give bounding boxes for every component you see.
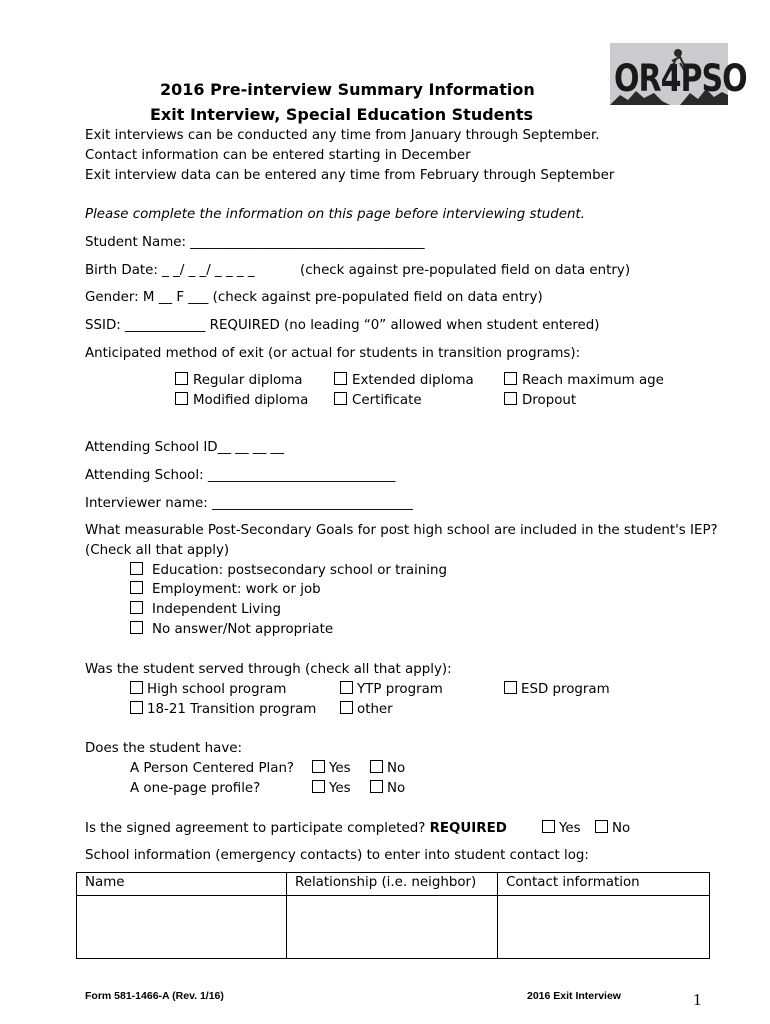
attending-school-id-field[interactable]: Attending School ID__ __ __ __ bbox=[85, 440, 284, 455]
attending-school-field[interactable]: Attending School: ____________________________ bbox=[85, 468, 396, 483]
table-header-cell: Contact information bbox=[498, 873, 710, 896]
interviewer-name-field[interactable]: Interviewer name: ______________________________ bbox=[85, 496, 413, 511]
intro-line: Exit interview data can be entered any time from February through September bbox=[85, 168, 615, 183]
logo-text: OR4PSO bbox=[614, 57, 747, 101]
checkbox[interactable] bbox=[370, 780, 383, 793]
birth-date-field[interactable]: Birth Date: _ _/ _ _/ _ _ _ _ bbox=[85, 263, 255, 278]
served-option[interactable] bbox=[504, 681, 610, 699]
yes-label: Yes bbox=[329, 781, 351, 796]
agreement-question bbox=[85, 820, 507, 838]
ssid-field[interactable] bbox=[85, 317, 600, 335]
table-row bbox=[77, 896, 710, 959]
exit-option-label: Dropout bbox=[522, 393, 577, 408]
exit-option[interactable] bbox=[175, 392, 308, 410]
exit-option-label: Extended diploma bbox=[352, 373, 474, 388]
page-title: 2016 Pre-interview Summary Information bbox=[160, 80, 535, 99]
ssid-label: SSID: ____________ bbox=[85, 318, 210, 333]
ssid-required: REQUIRED bbox=[209, 318, 280, 333]
exit-option-label: Certificate bbox=[352, 393, 422, 408]
checkbox[interactable] bbox=[340, 681, 353, 694]
table-header-cell: Name bbox=[77, 873, 287, 896]
no-label: No bbox=[612, 821, 631, 836]
table-header-row bbox=[77, 873, 710, 896]
exit-option-label: Regular diploma bbox=[193, 373, 303, 388]
checkbox[interactable] bbox=[130, 621, 143, 634]
checkbox[interactable] bbox=[504, 392, 517, 405]
goals-subtext: (Check all that apply) bbox=[85, 543, 230, 558]
no-label: No bbox=[387, 781, 406, 796]
contact-cell[interactable] bbox=[498, 896, 710, 959]
exit-option-label: Modified diploma bbox=[193, 393, 309, 408]
served-option[interactable] bbox=[340, 701, 393, 719]
exit-option[interactable] bbox=[334, 392, 422, 410]
exit-option[interactable] bbox=[504, 372, 664, 390]
table-header-cell: Relationship (i.e. neighbor) bbox=[287, 873, 498, 896]
goal-option-label: Education: postsecondary school or training bbox=[152, 563, 448, 578]
checkbox[interactable] bbox=[334, 372, 347, 385]
goal-option[interactable] bbox=[130, 562, 447, 580]
checkbox[interactable] bbox=[312, 780, 325, 793]
have-question: Does the student have: bbox=[85, 741, 243, 756]
school-info-label: School information (emergency contacts) to enter into student contact log: bbox=[85, 848, 589, 863]
served-option[interactable] bbox=[340, 681, 443, 699]
goal-option-label: Employment: work or job bbox=[152, 582, 321, 597]
checkbox[interactable] bbox=[334, 392, 347, 405]
served-option-label: High school program bbox=[147, 682, 287, 697]
have-no-option[interactable] bbox=[370, 760, 405, 778]
no-label: No bbox=[387, 761, 406, 776]
checkbox[interactable] bbox=[130, 601, 143, 614]
goal-option-label: Independent Living bbox=[152, 602, 281, 617]
have-no-option[interactable] bbox=[370, 780, 405, 798]
footer-title: 2016 Exit Interview bbox=[527, 990, 621, 1002]
contacts-table bbox=[76, 872, 710, 959]
served-option-label: YTP program bbox=[357, 682, 443, 697]
checkbox[interactable] bbox=[595, 820, 608, 833]
checkbox[interactable] bbox=[130, 681, 143, 694]
served-option-label: 18-21 Transition program bbox=[147, 702, 317, 717]
checkbox[interactable] bbox=[312, 760, 325, 773]
have-yes-option[interactable] bbox=[312, 760, 351, 778]
agreement-no-option[interactable] bbox=[595, 820, 630, 838]
checkbox[interactable] bbox=[175, 392, 188, 405]
student-name-field[interactable]: Student Name: ___________________________________ bbox=[85, 235, 425, 250]
served-question: Was the student served through (check all that apply): bbox=[85, 662, 452, 677]
goal-option[interactable] bbox=[130, 621, 333, 639]
goal-option[interactable] bbox=[130, 581, 321, 599]
served-option[interactable] bbox=[130, 701, 316, 719]
checkbox[interactable] bbox=[130, 562, 143, 575]
exit-method-question: Anticipated method of exit (or actual for students in transition programs): bbox=[85, 346, 581, 361]
yes-label: Yes bbox=[329, 761, 351, 776]
exit-option-label: Reach maximum age bbox=[522, 373, 664, 388]
form-number: Form 581-1466-A (Rev. 1/16) bbox=[85, 990, 224, 1002]
goal-option-label: No answer/Not appropriate bbox=[152, 622, 334, 637]
served-option-label: other bbox=[357, 702, 393, 717]
goal-option[interactable] bbox=[130, 601, 281, 619]
or4pso-logo bbox=[610, 43, 747, 105]
have-item-label: A one-page profile? bbox=[130, 781, 261, 796]
birth-date-note: (check against pre-populated field on data entry) bbox=[300, 263, 631, 278]
served-option[interactable] bbox=[130, 681, 286, 699]
relationship-cell[interactable] bbox=[287, 896, 498, 959]
exit-option[interactable] bbox=[334, 372, 474, 390]
intro-line: Exit interviews can be conducted any time from January through September. bbox=[85, 128, 600, 143]
served-option-label: ESD program bbox=[521, 682, 610, 697]
checkbox[interactable] bbox=[504, 372, 517, 385]
intro-line: Contact information can be entered starting in December bbox=[85, 148, 471, 163]
goals-question: What measurable Post-Secondary Goals for post high school are included in the student's IEP? bbox=[85, 523, 718, 538]
checkbox[interactable] bbox=[130, 581, 143, 594]
checkbox[interactable] bbox=[130, 701, 143, 714]
checkbox[interactable] bbox=[340, 701, 353, 714]
page-number: 1 bbox=[693, 990, 702, 1009]
page-subtitle: Exit Interview, Special Education Students bbox=[150, 105, 534, 124]
name-cell[interactable] bbox=[77, 896, 287, 959]
ssid-note: (no leading “0” allowed when student entered) bbox=[279, 318, 600, 333]
checkbox[interactable] bbox=[175, 372, 188, 385]
gender-field[interactable]: Gender: M __ F ___ (check against pre-populated field on data entry) bbox=[85, 290, 543, 305]
yes-label: Yes bbox=[559, 821, 581, 836]
checkbox[interactable] bbox=[542, 820, 555, 833]
exit-option[interactable] bbox=[175, 372, 303, 390]
agreement-yes-option[interactable] bbox=[542, 820, 581, 838]
agreement-question-text: Is the signed agreement to participate completed? bbox=[85, 821, 430, 836]
instruction: Please complete the information on this page before interviewing student. bbox=[85, 207, 585, 222]
have-yes-option[interactable] bbox=[312, 780, 351, 798]
have-item-label: A Person Centered Plan? bbox=[130, 761, 295, 776]
agreement-required: REQUIRED bbox=[429, 821, 507, 836]
exit-option[interactable] bbox=[504, 392, 576, 410]
checkbox[interactable] bbox=[504, 681, 517, 694]
checkbox[interactable] bbox=[370, 760, 383, 773]
